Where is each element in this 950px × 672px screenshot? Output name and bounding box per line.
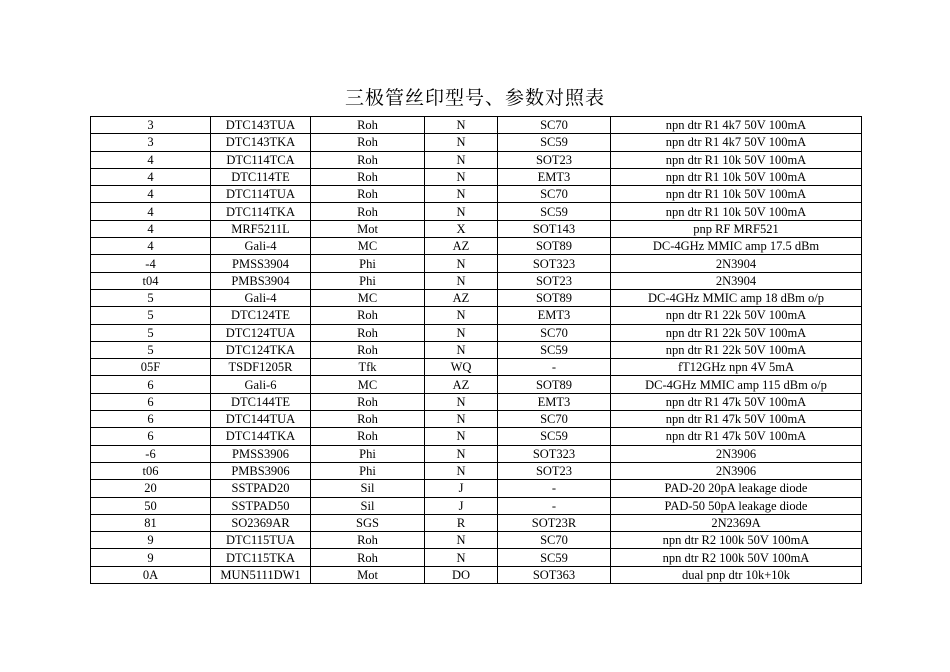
package-cell: EMT3: [498, 393, 611, 410]
package-cell: -: [498, 359, 611, 376]
marking-cell: t04: [91, 272, 211, 289]
type-code-cell: N: [425, 186, 498, 203]
package-cell: SC59: [498, 428, 611, 445]
marking-cell: 3: [91, 134, 211, 151]
marking-cell: 6: [91, 411, 211, 428]
description-cell: 2N3906: [611, 462, 862, 479]
table-row: [91, 289, 862, 306]
manufacturer-cell: MC: [311, 289, 425, 306]
part-number-cell: DTC114TKA: [211, 203, 311, 220]
table-row: [91, 514, 862, 531]
marking-cell: 5: [91, 307, 211, 324]
description-cell: DC-4GHz MMIC amp 17.5 dBm: [611, 238, 862, 255]
table-row: [91, 549, 862, 566]
part-number-cell: DTC144TUA: [211, 411, 311, 428]
description-cell: npn dtr R1 10k 50V 100mA: [611, 203, 862, 220]
table-row: [91, 324, 862, 341]
manufacturer-cell: Mot: [311, 220, 425, 237]
description-cell: PAD-50 50pA leakage diode: [611, 497, 862, 514]
type-code-cell: N: [425, 168, 498, 185]
table-row: [91, 168, 862, 185]
manufacturer-cell: Roh: [311, 549, 425, 566]
type-code-cell: N: [425, 462, 498, 479]
type-code-cell: N: [425, 272, 498, 289]
description-cell: npn dtr R1 10k 50V 100mA: [611, 151, 862, 168]
marking-cell: 5: [91, 324, 211, 341]
part-number-cell: MUN5111DW1: [211, 566, 311, 583]
part-number-cell: PMBS3904: [211, 272, 311, 289]
package-cell: SC70: [498, 532, 611, 549]
description-cell: pnp RF MRF521: [611, 220, 862, 237]
description-cell: npn dtr R1 47k 50V 100mA: [611, 411, 862, 428]
package-cell: SC59: [498, 203, 611, 220]
description-cell: npn dtr R1 22k 50V 100mA: [611, 324, 862, 341]
manufacturer-cell: Roh: [311, 134, 425, 151]
part-number-cell: Gali-4: [211, 238, 311, 255]
type-code-cell: WQ: [425, 359, 498, 376]
description-cell: PAD-20 20pA leakage diode: [611, 480, 862, 497]
package-cell: -: [498, 497, 611, 514]
package-cell: SOT89: [498, 289, 611, 306]
parts-table-body: [91, 117, 862, 584]
package-cell: SOT323: [498, 445, 611, 462]
table-row: [91, 220, 862, 237]
package-cell: SC59: [498, 341, 611, 358]
manufacturer-cell: Roh: [311, 186, 425, 203]
type-code-cell: J: [425, 497, 498, 514]
manufacturer-cell: Sil: [311, 497, 425, 514]
table-row: [91, 411, 862, 428]
table-row: [91, 117, 862, 134]
description-cell: npn dtr R1 10k 50V 100mA: [611, 186, 862, 203]
marking-cell: t06: [91, 462, 211, 479]
table-row: [91, 393, 862, 410]
part-number-cell: DTC114TUA: [211, 186, 311, 203]
manufacturer-cell: Phi: [311, 255, 425, 272]
package-cell: SC59: [498, 134, 611, 151]
marking-cell: 05F: [91, 359, 211, 376]
marking-cell: 50: [91, 497, 211, 514]
description-cell: npn dtr R1 47k 50V 100mA: [611, 393, 862, 410]
manufacturer-cell: SGS: [311, 514, 425, 531]
package-cell: SOT23: [498, 462, 611, 479]
part-number-cell: DTC144TKA: [211, 428, 311, 445]
description-cell: npn dtr R2 100k 50V 100mA: [611, 532, 862, 549]
table-row: [91, 186, 862, 203]
type-code-cell: N: [425, 411, 498, 428]
package-cell: SOT23R: [498, 514, 611, 531]
description-cell: 2N3904: [611, 272, 862, 289]
package-cell: SC70: [498, 411, 611, 428]
marking-cell: 4: [91, 220, 211, 237]
package-cell: SOT23: [498, 151, 611, 168]
manufacturer-cell: Roh: [311, 411, 425, 428]
manufacturer-cell: MC: [311, 238, 425, 255]
part-number-cell: DTC114TCA: [211, 151, 311, 168]
package-cell: SC70: [498, 324, 611, 341]
part-number-cell: MRF5211L: [211, 220, 311, 237]
parts-table: [90, 116, 862, 584]
part-number-cell: SSTPAD20: [211, 480, 311, 497]
type-code-cell: J: [425, 480, 498, 497]
package-cell: SOT89: [498, 376, 611, 393]
table-row: [91, 376, 862, 393]
type-code-cell: N: [425, 324, 498, 341]
manufacturer-cell: Phi: [311, 272, 425, 289]
package-cell: EMT3: [498, 168, 611, 185]
marking-cell: 4: [91, 168, 211, 185]
marking-cell: 6: [91, 393, 211, 410]
table-row: [91, 203, 862, 220]
type-code-cell: N: [425, 428, 498, 445]
marking-cell: 4: [91, 238, 211, 255]
part-number-cell: PMSS3906: [211, 445, 311, 462]
marking-cell: 9: [91, 532, 211, 549]
description-cell: npn dtr R1 4k7 50V 100mA: [611, 117, 862, 134]
description-cell: 2N2369A: [611, 514, 862, 531]
part-number-cell: DTC115TKA: [211, 549, 311, 566]
table-row: [91, 532, 862, 549]
description-cell: npn dtr R1 22k 50V 100mA: [611, 341, 862, 358]
table-row: [91, 359, 862, 376]
table-row: [91, 255, 862, 272]
part-number-cell: DTC143TKA: [211, 134, 311, 151]
package-cell: SOT89: [498, 238, 611, 255]
part-number-cell: TSDF1205R: [211, 359, 311, 376]
description-cell: npn dtr R1 10k 50V 100mA: [611, 168, 862, 185]
description-cell: npn dtr R1 4k7 50V 100mA: [611, 134, 862, 151]
type-code-cell: R: [425, 514, 498, 531]
package-cell: SOT323: [498, 255, 611, 272]
package-cell: SC70: [498, 117, 611, 134]
description-cell: dual pnp dtr 10k+10k: [611, 566, 862, 583]
part-number-cell: Gali-6: [211, 376, 311, 393]
description-cell: DC-4GHz MMIC amp 115 dBm o/p: [611, 376, 862, 393]
table-row: [91, 480, 862, 497]
table-row: [91, 151, 862, 168]
package-cell: SOT23: [498, 272, 611, 289]
type-code-cell: AZ: [425, 289, 498, 306]
package-cell: SC59: [498, 549, 611, 566]
type-code-cell: N: [425, 532, 498, 549]
marking-cell: 6: [91, 376, 211, 393]
table-row: [91, 497, 862, 514]
marking-cell: 81: [91, 514, 211, 531]
marking-cell: -4: [91, 255, 211, 272]
type-code-cell: N: [425, 307, 498, 324]
description-cell: DC-4GHz MMIC amp 18 dBm o/p: [611, 289, 862, 306]
part-number-cell: DTC144TE: [211, 393, 311, 410]
table-row: [91, 428, 862, 445]
manufacturer-cell: Roh: [311, 151, 425, 168]
package-cell: EMT3: [498, 307, 611, 324]
part-number-cell: PMSS3904: [211, 255, 311, 272]
package-cell: SOT143: [498, 220, 611, 237]
marking-cell: 9: [91, 549, 211, 566]
table-row: [91, 566, 862, 583]
type-code-cell: N: [425, 393, 498, 410]
description-cell: fT12GHz npn 4V 5mA: [611, 359, 862, 376]
manufacturer-cell: Roh: [311, 307, 425, 324]
manufacturer-cell: Roh: [311, 341, 425, 358]
part-number-cell: PMBS3906: [211, 462, 311, 479]
description-cell: npn dtr R1 47k 50V 100mA: [611, 428, 862, 445]
marking-cell: 4: [91, 203, 211, 220]
marking-cell: 6: [91, 428, 211, 445]
manufacturer-cell: MC: [311, 376, 425, 393]
marking-cell: 5: [91, 341, 211, 358]
part-number-cell: DTC143TUA: [211, 117, 311, 134]
type-code-cell: X: [425, 220, 498, 237]
marking-cell: 4: [91, 186, 211, 203]
marking-cell: 20: [91, 480, 211, 497]
type-code-cell: N: [425, 151, 498, 168]
package-cell: SOT363: [498, 566, 611, 583]
manufacturer-cell: Roh: [311, 203, 425, 220]
type-code-cell: N: [425, 134, 498, 151]
type-code-cell: N: [425, 341, 498, 358]
marking-cell: 4: [91, 151, 211, 168]
table-row: [91, 462, 862, 479]
marking-cell: 3: [91, 117, 211, 134]
manufacturer-cell: Phi: [311, 462, 425, 479]
type-code-cell: DO: [425, 566, 498, 583]
marking-cell: -6: [91, 445, 211, 462]
description-cell: 2N3904: [611, 255, 862, 272]
description-cell: npn dtr R1 22k 50V 100mA: [611, 307, 862, 324]
manufacturer-cell: Mot: [311, 566, 425, 583]
manufacturer-cell: Roh: [311, 168, 425, 185]
type-code-cell: N: [425, 549, 498, 566]
manufacturer-cell: Roh: [311, 428, 425, 445]
marking-cell: 0A: [91, 566, 211, 583]
part-number-cell: SSTPAD50: [211, 497, 311, 514]
part-number-cell: DTC124TKA: [211, 341, 311, 358]
table-row: [91, 307, 862, 324]
table-row: [91, 445, 862, 462]
table-row: [91, 272, 862, 289]
package-cell: SC70: [498, 186, 611, 203]
manufacturer-cell: Roh: [311, 532, 425, 549]
type-code-cell: N: [425, 445, 498, 462]
marking-cell: 5: [91, 289, 211, 306]
package-cell: -: [498, 480, 611, 497]
manufacturer-cell: Roh: [311, 117, 425, 134]
description-cell: npn dtr R2 100k 50V 100mA: [611, 549, 862, 566]
part-number-cell: DTC114TE: [211, 168, 311, 185]
description-cell: 2N3906: [611, 445, 862, 462]
type-code-cell: AZ: [425, 376, 498, 393]
manufacturer-cell: Roh: [311, 324, 425, 341]
table-row: [91, 238, 862, 255]
manufacturer-cell: Tfk: [311, 359, 425, 376]
part-number-cell: SO2369AR: [211, 514, 311, 531]
part-number-cell: Gali-4: [211, 289, 311, 306]
table-row: [91, 341, 862, 358]
manufacturer-cell: Sil: [311, 480, 425, 497]
part-number-cell: DTC124TE: [211, 307, 311, 324]
manufacturer-cell: Phi: [311, 445, 425, 462]
manufacturer-cell: Roh: [311, 393, 425, 410]
type-code-cell: N: [425, 255, 498, 272]
table-row: [91, 134, 862, 151]
page-title: 三极管丝印型号、参数对照表: [344, 87, 605, 109]
type-code-cell: AZ: [425, 238, 498, 255]
type-code-cell: N: [425, 203, 498, 220]
part-number-cell: DTC115TUA: [211, 532, 311, 549]
type-code-cell: N: [425, 117, 498, 134]
part-number-cell: DTC124TUA: [211, 324, 311, 341]
